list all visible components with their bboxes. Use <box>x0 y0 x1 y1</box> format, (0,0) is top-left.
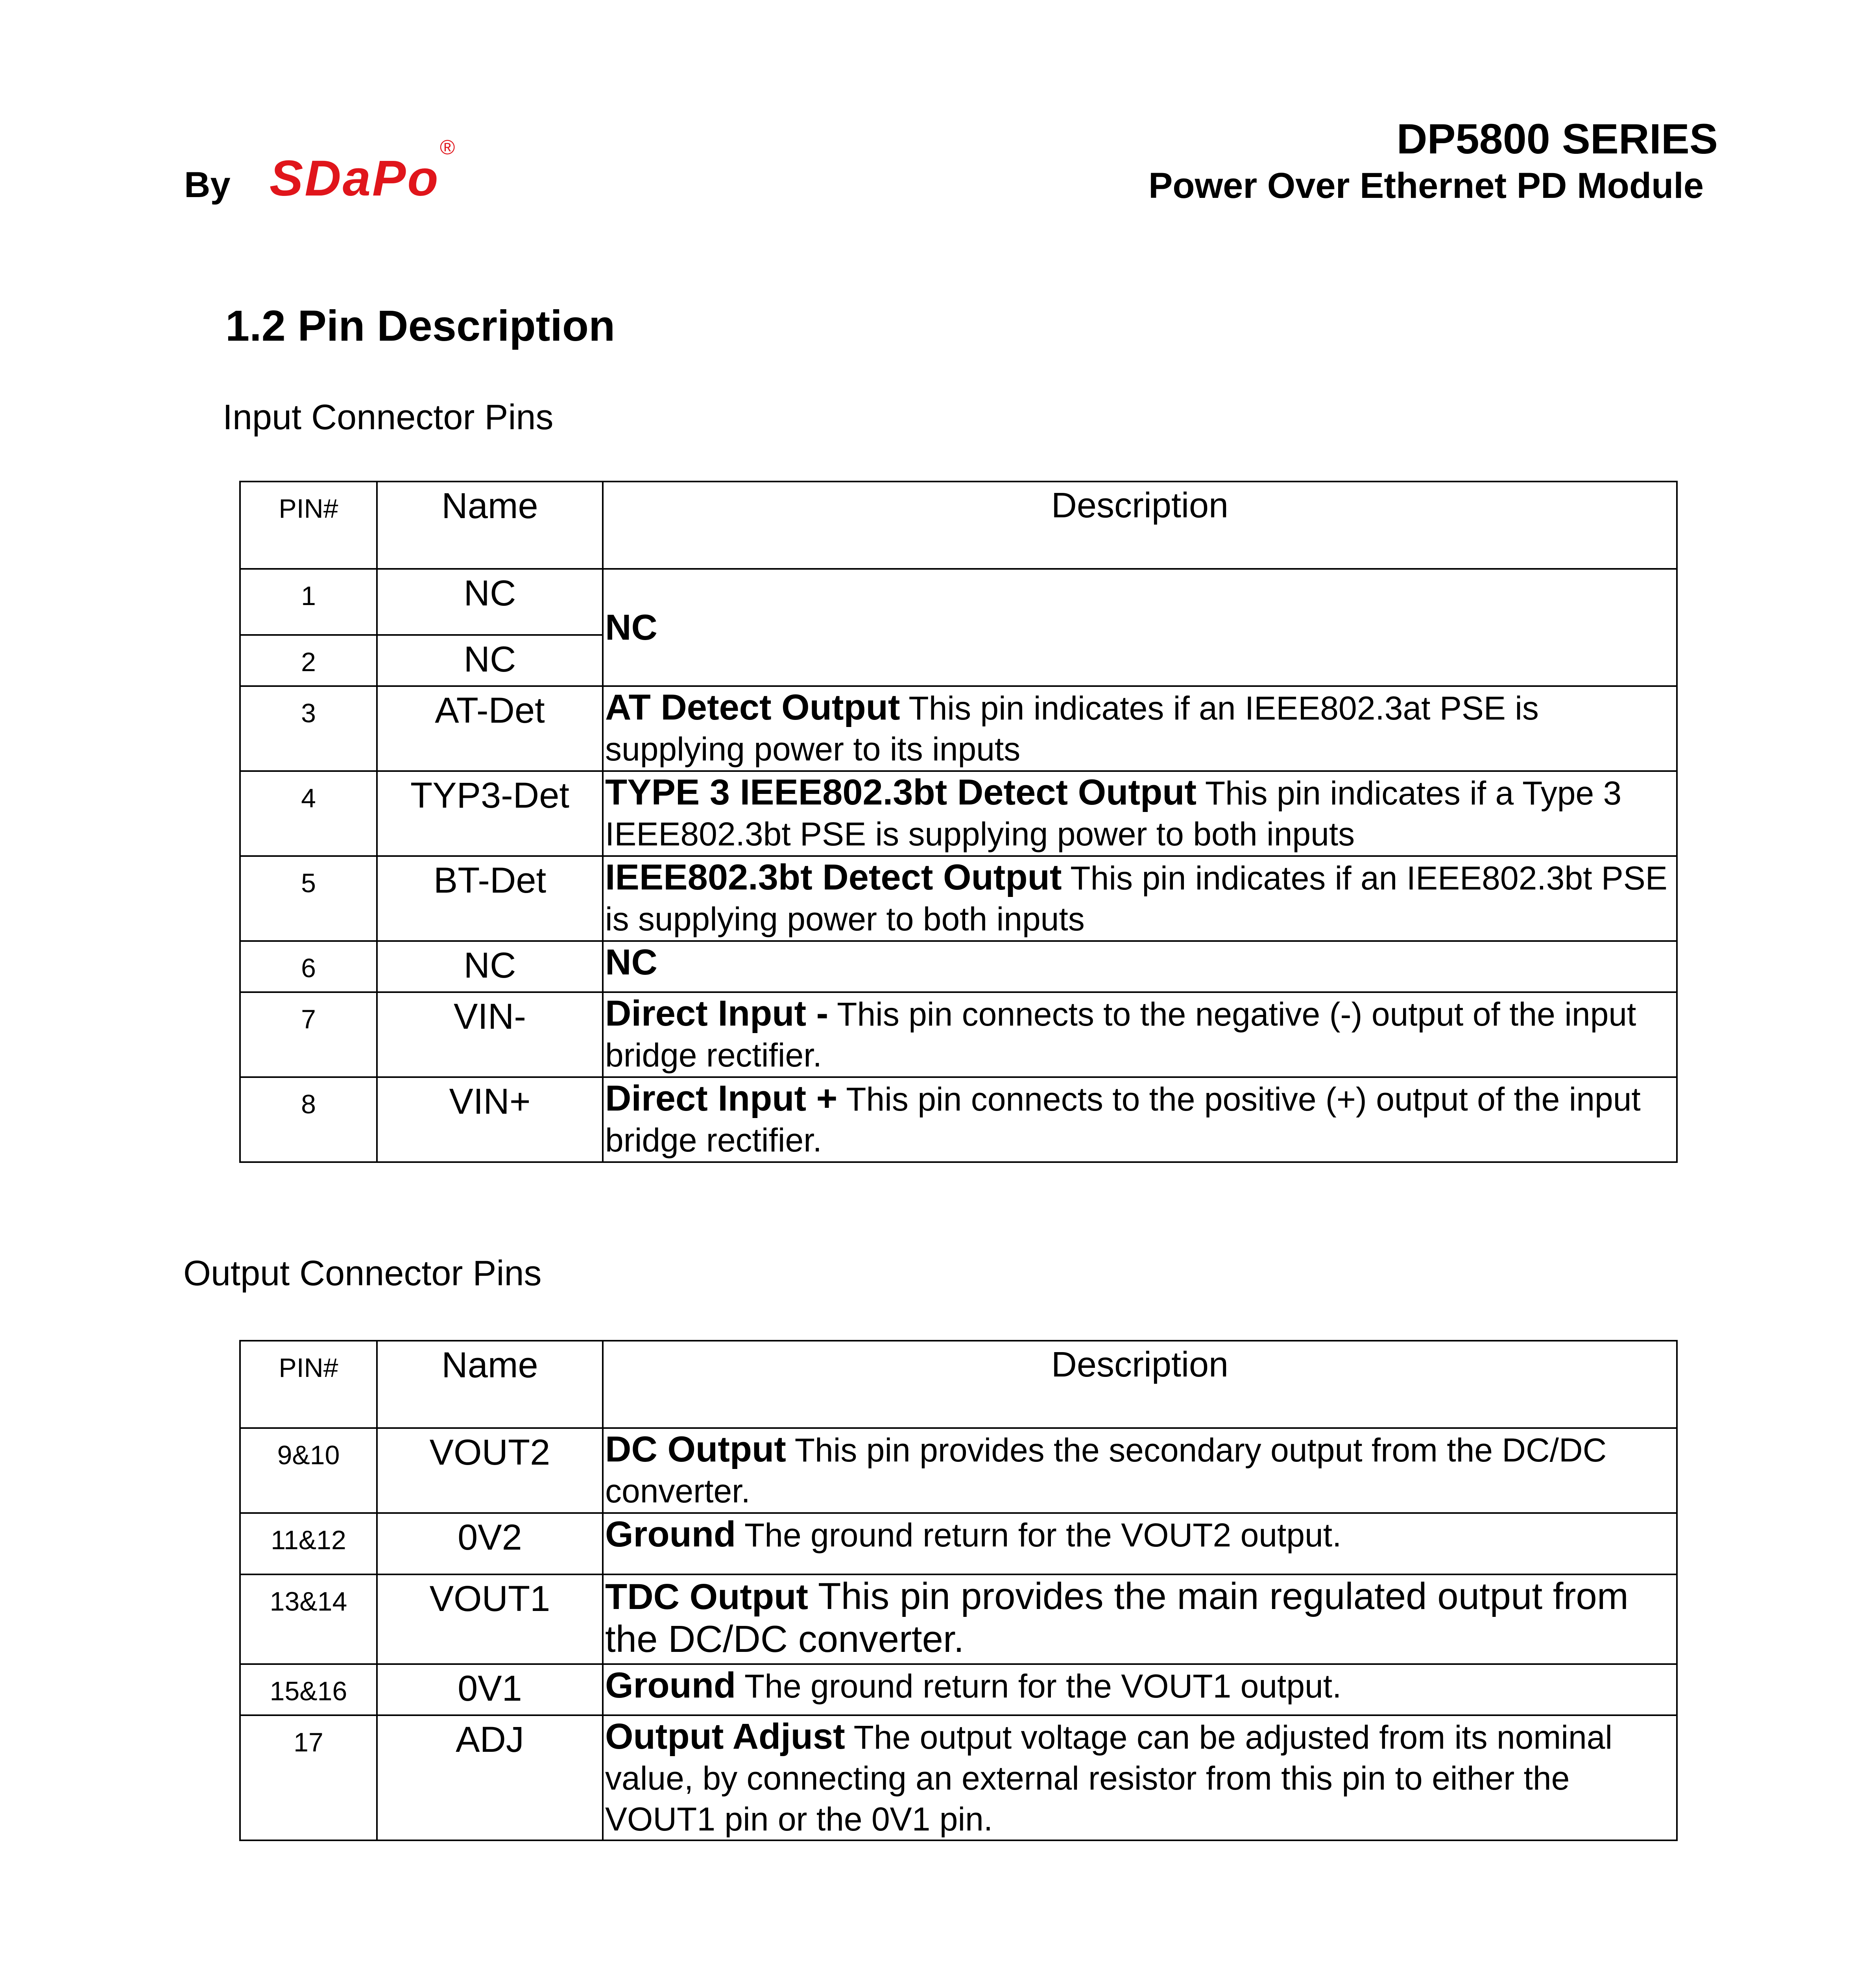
table-row <box>240 1077 1677 1162</box>
description-text: This pin indicates if an IEEE802.3at PSE is supplying power to its inputs <box>605 690 1539 768</box>
column-header-description: Description <box>603 482 1677 569</box>
pin-number: 11&12 <box>240 1513 377 1574</box>
table-row <box>240 1513 1677 1574</box>
pin-description <box>603 1715 1677 1840</box>
pin-number: 8 <box>240 1077 377 1162</box>
pin-name: AT-Det <box>377 686 603 771</box>
table-row <box>240 1428 1677 1513</box>
pin-name: 0V1 <box>377 1664 603 1715</box>
column-header-pin: PIN# <box>240 1341 377 1428</box>
description-text: This pin provides the secondary output from the DC/DC converter. <box>605 1432 1607 1509</box>
input-pins-table <box>239 481 1678 1163</box>
description-text: This pin connects to the positive (+) output of the input bridge rectifier. <box>605 1081 1641 1159</box>
pin-name: NC <box>377 941 603 992</box>
table-row <box>240 771 1677 856</box>
output-pins-table <box>239 1340 1678 1841</box>
table-row <box>240 1715 1677 1840</box>
section-title: 1.2 Pin Description <box>225 302 615 350</box>
pin-number: 1 <box>240 569 377 635</box>
pin-name: TYP3-Det <box>377 771 603 856</box>
table-row <box>240 1574 1677 1664</box>
pin-name: VOUT2 <box>377 1428 603 1513</box>
pin-name: BT-Det <box>377 856 603 941</box>
description-title: Direct Input + <box>605 1078 838 1118</box>
description-text: The ground return for the VOUT1 output. <box>736 1668 1342 1705</box>
table-row <box>240 941 1677 992</box>
pin-number: 9&10 <box>240 1428 377 1513</box>
pin-description <box>603 771 1677 856</box>
pin-name: ADJ <box>377 1715 603 1840</box>
description-title: DC Output <box>605 1429 786 1469</box>
pin-number: 2 <box>240 635 377 686</box>
description-text: This pin indicates if a Type 3 IEEE802.3bt PSE is supplying power to both inputs <box>605 775 1622 852</box>
pin-description <box>603 992 1677 1077</box>
table-row <box>240 686 1677 771</box>
pin-number: 13&14 <box>240 1574 377 1664</box>
table-row <box>240 1664 1677 1715</box>
description-text: This pin provides the main regulated output from the DC/DC converter. <box>605 1575 1629 1660</box>
pin-description <box>603 1574 1677 1664</box>
pin-description <box>603 1428 1677 1513</box>
registered-mark: ® <box>440 136 455 159</box>
column-header-pin: PIN# <box>240 482 377 569</box>
module-subtitle: Power Over Ethernet PD Module <box>1148 166 1704 206</box>
pin-description: NC <box>603 569 1677 686</box>
table-row <box>240 569 1677 635</box>
pin-name: 0V2 <box>377 1513 603 1574</box>
pin-description <box>603 941 1677 992</box>
column-header-name: Name <box>377 1341 603 1428</box>
description-text: The output voltage can be adjusted from its nominal value, by connecting an external resistor from this pin to either the VOUT1 pin or the 0V1 pin. <box>605 1719 1613 1838</box>
pin-description <box>603 1513 1677 1574</box>
pin-name: NC <box>377 635 603 686</box>
pin-description <box>603 1077 1677 1162</box>
column-header-name: Name <box>377 482 603 569</box>
pin-number: 7 <box>240 992 377 1077</box>
pin-number: 6 <box>240 941 377 992</box>
pin-number: 3 <box>240 686 377 771</box>
description-title: Direct Input - <box>605 993 829 1033</box>
pin-name: VIN- <box>377 992 603 1077</box>
pin-number: 17 <box>240 1715 377 1840</box>
input-pins-heading: Input Connector Pins <box>223 398 554 437</box>
description-title: AT Detect Output <box>605 687 900 727</box>
pin-name: VIN+ <box>377 1077 603 1162</box>
table-row <box>240 856 1677 941</box>
by-label: By <box>184 165 231 205</box>
description-title: NC <box>605 942 657 982</box>
series-title: DP5800 SERIES <box>1396 115 1718 162</box>
table-row <box>240 992 1677 1077</box>
pin-description <box>603 856 1677 941</box>
description-title: TYPE 3 IEEE802.3bt Detect Output <box>605 772 1197 812</box>
description-title: Ground <box>605 1514 736 1554</box>
pin-number: 5 <box>240 856 377 941</box>
pin-number: 15&16 <box>240 1664 377 1715</box>
pin-description <box>603 1664 1677 1715</box>
column-header-description: Description <box>603 1341 1677 1428</box>
pin-number: 4 <box>240 771 377 856</box>
pin-name: NC <box>377 569 603 635</box>
description-text: This pin indicates if an IEEE802.3bt PSE is supplying power to both inputs <box>605 860 1667 937</box>
pin-description <box>603 686 1677 771</box>
description-title: Ground <box>605 1665 736 1705</box>
description-title: Output Adjust <box>605 1716 845 1757</box>
description-title: IEEE802.3bt Detect Output <box>605 857 1062 897</box>
table-header-row <box>240 1341 1677 1428</box>
description-title: TDC Output <box>605 1577 809 1617</box>
table-header-row <box>240 482 1677 569</box>
pin-name: VOUT1 <box>377 1574 603 1664</box>
output-pins-heading: Output Connector Pins <box>183 1254 542 1293</box>
sdapo-logo: SDaPo <box>270 150 440 207</box>
description-text: This pin connects to the negative (-) output of the input bridge rectifier. <box>605 996 1636 1074</box>
description-text: The ground return for the VOUT2 output. <box>736 1517 1342 1554</box>
